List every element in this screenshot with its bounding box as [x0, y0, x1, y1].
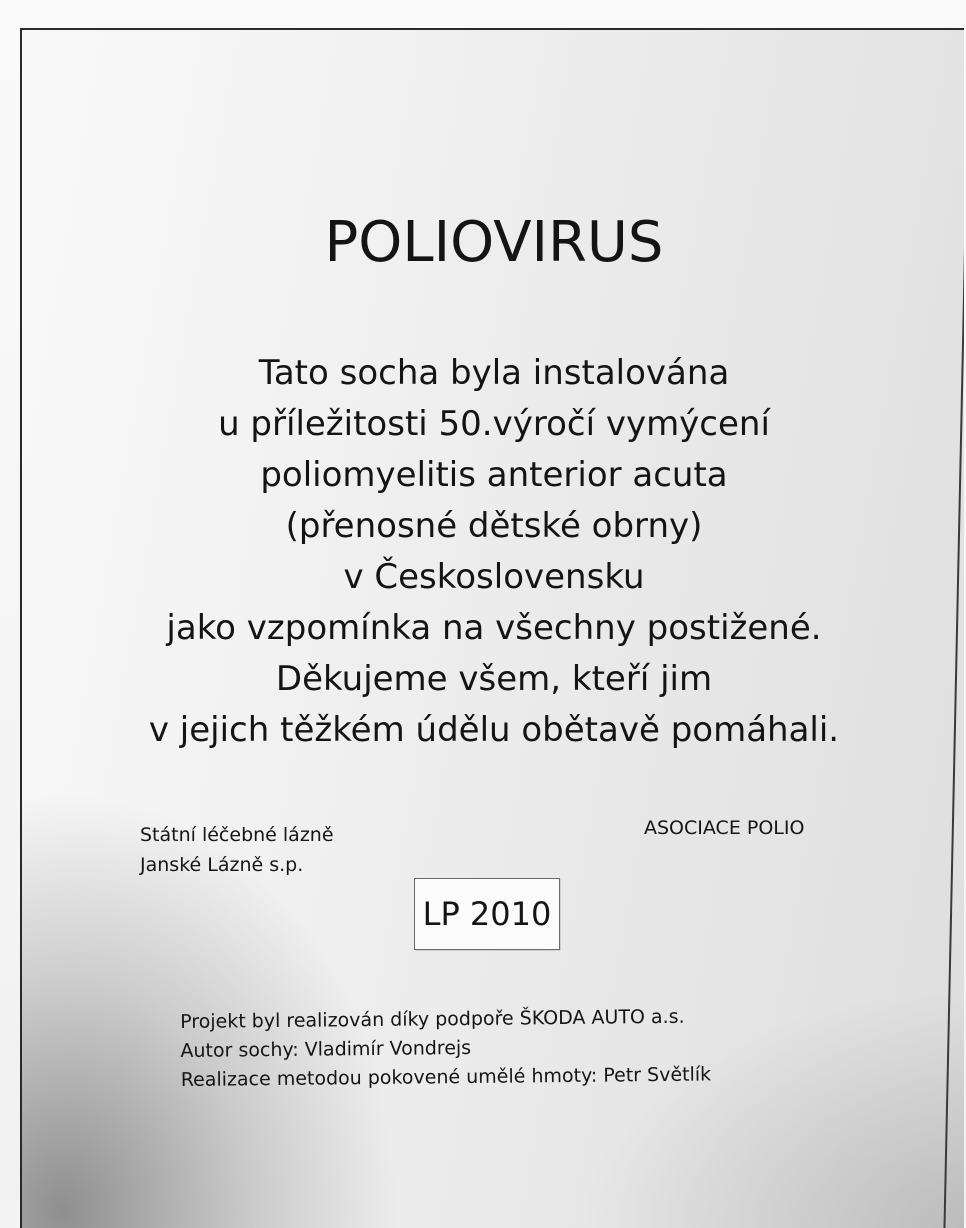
memorial-plaque: [20, 28, 964, 1228]
message-line: Děkujeme všem, kteří jim: [275, 659, 713, 699]
sponsor-spa: [140, 820, 334, 880]
credit-line: Autor sochy: Vladimír Vondrejs: [180, 1036, 472, 1062]
credit-line: Projekt byl realizován díky podpoře ŠKODA AUTO a.s.: [180, 1005, 685, 1033]
sponsor-association: ASOCIACE POLIO: [644, 817, 805, 839]
plaque-title: POLIOVIRUS: [324, 210, 664, 275]
message-line: v Československu: [343, 557, 645, 597]
sponsor-spa-line: Státní léčebné lázně: [140, 824, 334, 846]
message-line: Tato socha byla instalována: [258, 353, 730, 393]
year-label: LP 2010: [414, 878, 560, 950]
message-line: u příležitosti 50.výročí vymýcení: [218, 404, 770, 444]
credit-line: Realizace metodou pokovené umělé hmoty: Petr Světlík: [180, 1063, 712, 1091]
message-line: v jejich těžkém údělu obětavě pomáhali.: [148, 710, 840, 750]
sponsor-spa-line: Janské Lázně s.p.: [140, 854, 304, 876]
credits-block: [180, 1002, 711, 1095]
message-line: jako vzpomínka na všechny postižené.: [166, 608, 822, 648]
message-line: poliomyelitis anterior acuta: [260, 455, 728, 495]
message-line: (přenosné dětské obrny): [285, 506, 703, 546]
plaque-message: [22, 348, 964, 756]
